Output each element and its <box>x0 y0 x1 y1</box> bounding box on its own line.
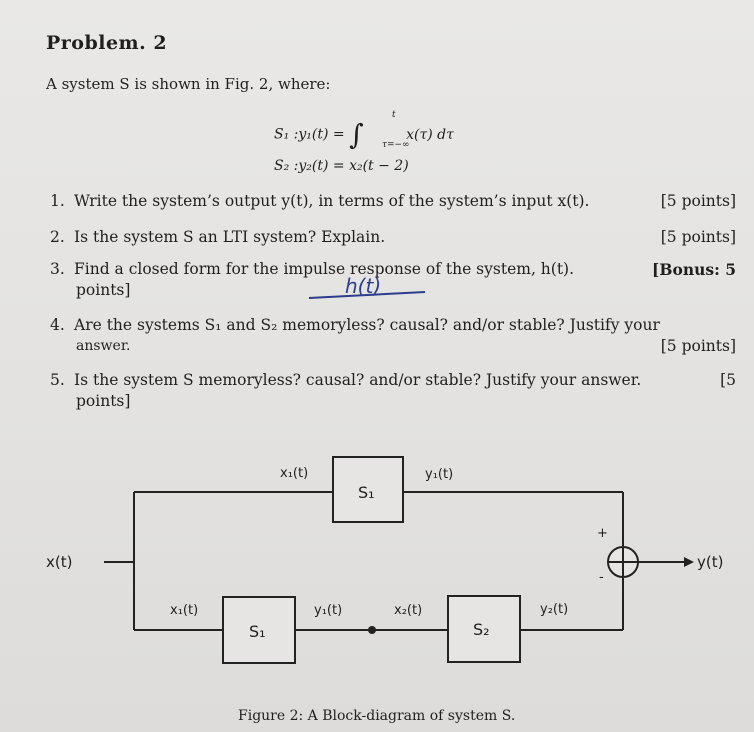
bot-in-label: x₁(t) <box>170 603 199 618</box>
eq1-lower-limit: τ=−∞ <box>382 140 410 150</box>
input-label: x(t) <box>46 553 73 571</box>
output-arrow-icon <box>684 557 694 567</box>
eq1-upper-limit: t <box>392 110 396 120</box>
question-1: 1. Write the system’s output y(t), in terms of the system’s input x(t). [5 points] <box>50 192 736 210</box>
question-4: 4. Are the systems S₁ and S₂ memoryless? causal? and/or stable? Justify your answer. [5 points] <box>50 316 736 355</box>
question-5: 5. Is the system S memoryless? causal? and/or stable? Justify your answer. [5 points] <box>50 371 736 410</box>
plus-sign: + <box>597 526 608 541</box>
eq1-integrand: x(τ) dτ <box>406 126 454 143</box>
bot-box2-label: S₂ <box>473 620 490 639</box>
problem-intro: A system S is shown in Fig. 2, where: <box>46 75 331 93</box>
question-2: 2. Is the system S an LTI system? Explain. [5 points] <box>50 228 736 246</box>
eq1-lhs: S₁ :y₁(t) = <box>274 126 345 143</box>
output-label: y(t) <box>697 553 724 571</box>
bot-box1-label: S₁ <box>249 622 266 641</box>
equation-s2: S₂ :y₂(t) = x₂(t − 2) <box>274 158 409 174</box>
top-box-label: S₁ <box>358 483 375 502</box>
handwritten-h-of-t: h(t) <box>345 274 382 298</box>
minus-sign: - <box>599 570 604 585</box>
junction-dot-icon <box>368 626 376 634</box>
bot-mid-label: y₁(t) <box>314 603 343 618</box>
bot-mid2-label: x₂(t) <box>394 603 423 618</box>
bot-out-label: y₂(t) <box>540 602 569 617</box>
top-out-label: y₁(t) <box>425 467 454 482</box>
top-in-label: x₁(t) <box>280 466 309 481</box>
integral-icon: ∫ <box>349 118 364 151</box>
figure-caption: Figure 2: A Block-diagram of system S. <box>238 708 516 724</box>
problem-title: Problem. 2 <box>46 32 168 54</box>
question-3: 3. Find a closed form for the impulse response of the system, h(t). [Bonus: 5 points] <box>50 260 736 299</box>
